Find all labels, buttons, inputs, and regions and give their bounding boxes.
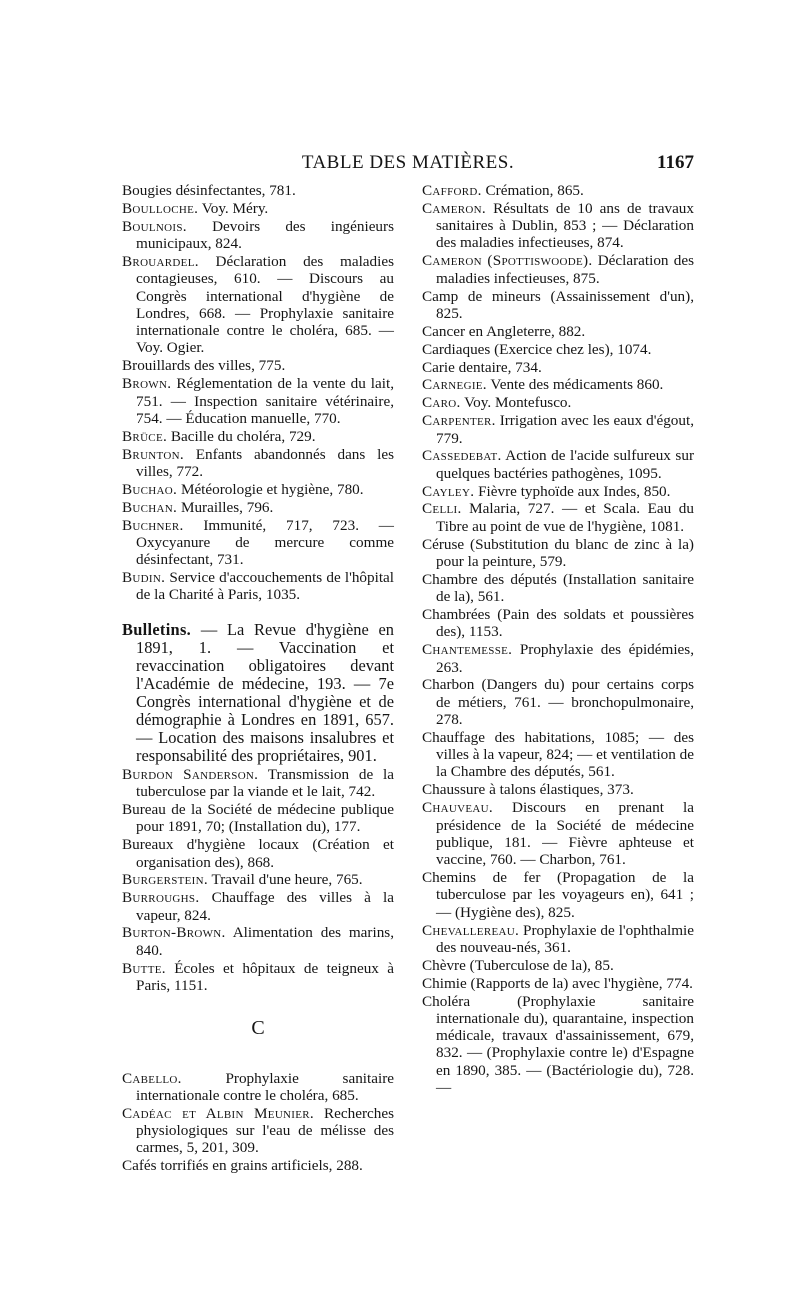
entry-text: Bougies désinfectantes, 781. xyxy=(122,182,296,199)
index-entry xyxy=(122,1105,394,1157)
index-entry xyxy=(122,801,394,836)
entry-text: Service d'accouchements de l'hôpital de la Charité à Paris, 1035. xyxy=(136,569,394,604)
entry-text: Immunité, 717, 723. — Oxycyanure de mercure comme désinfectant, 731. xyxy=(136,516,394,569)
entry-heading: Chauveau. xyxy=(422,799,494,817)
index-entry xyxy=(122,1157,394,1174)
index-entry xyxy=(422,483,694,500)
entry-text: Camp de mineurs (Assainissement d'un), 825. xyxy=(422,287,694,322)
index-entry xyxy=(422,412,694,447)
running-title: TABLE DES MATIÈRES. xyxy=(301,152,515,173)
entry-heading: Bulletins. xyxy=(122,620,192,640)
entry-heading: Cayley. xyxy=(422,482,475,500)
entry-heading: Carnegie. xyxy=(422,376,487,394)
index-column-left xyxy=(122,182,394,1175)
index-entry xyxy=(122,569,394,604)
entry-heading: Boulnois. xyxy=(122,217,187,235)
index-entry xyxy=(422,975,694,992)
index-entry xyxy=(122,889,394,924)
index-entry xyxy=(422,606,694,641)
entry-text: Discours en prenant la présidence de la Société de médecine publique, 181. — Fièvre aphteuse et vaccine, 760. — Charbon, 761. xyxy=(436,799,694,869)
entry-heading: Burton-Brown. xyxy=(122,924,226,942)
entry-heading: Cabello. xyxy=(122,1069,182,1087)
index-entry xyxy=(422,536,694,571)
entry-group-b2 xyxy=(122,621,394,994)
index-entry xyxy=(422,323,694,340)
index-entry xyxy=(122,871,394,888)
entry-text: — La Revue d'hygiène en 1891, 1. — Vaccination et revaccination obligatoires devant l'Académie de médecine, 193. — 7e Congrès international d'hygiène et de démographie à Londres en 1891, 657. — Location des maisons insalubres et responsabilité des propriétaires, 901. xyxy=(136,620,394,766)
index-entry xyxy=(422,200,694,252)
index-entry xyxy=(422,676,694,728)
entry-text: Réglementation de la vente du lait, 751. — Inspection sanitaire vétérinaire, 754. — Éducation manuelle, 770. xyxy=(136,375,394,427)
index-entry xyxy=(422,922,694,957)
entry-text: Chemins de fer (Propagation de la tuberculose par les voyageurs en), 641 ; — (Hygiène des), 825. xyxy=(422,869,694,921)
entry-text: Céruse (Substitution du blanc de zinc à la) pour la peinture, 579. xyxy=(422,535,694,570)
index-entry xyxy=(122,481,394,498)
entry-text: Prophylaxie des épidémies, 263. xyxy=(436,641,694,676)
index-entry xyxy=(122,1070,394,1105)
entry-text: Irrigation avec les eaux d'égout, 779. xyxy=(436,412,694,447)
entry-text: Choléra (Prophylaxie sanitaire internationale du), quarantaine, inspection médicale, travaux d'assainissement, 679, 832. — (Prophylaxie contre le) d'Espagne en 1890, 385. — (Bactériologie du), 728. — xyxy=(422,992,694,1096)
index-entry xyxy=(422,799,694,868)
entry-text: Voy. Méry. xyxy=(198,199,269,217)
index-entry xyxy=(122,621,394,765)
entry-text: Cancer en Angleterre, 882. xyxy=(422,322,586,340)
entry-heading: Cadéac et Albin Meunier. xyxy=(122,1104,315,1122)
index-entry xyxy=(422,781,694,798)
entry-heading: Brouardel. xyxy=(122,252,199,270)
index-entry xyxy=(422,500,694,535)
group-spacer xyxy=(122,604,394,621)
entry-text: Charbon (Dangers du) pour certains corps de métiers, 761. — bronchopulmonaire, 278. xyxy=(422,676,694,728)
entry-text: Alimentation des marins, 840. xyxy=(136,924,394,959)
entry-text: Écoles et hôpitaux de teigneux à Paris, 1151. xyxy=(136,959,394,994)
index-entry xyxy=(122,428,394,445)
entry-text: Bureau de la Société de médecine publique pour 1891, 70; (Installation du), 177. xyxy=(122,801,394,836)
entry-heading: Butte. xyxy=(122,959,166,977)
entry-heading: Carpenter. xyxy=(422,412,496,430)
entry-text: Action de l'acide sulfureux sur quelques bactéries pathogènes, 1095. xyxy=(436,447,694,482)
index-entry xyxy=(422,252,694,287)
entry-group-b1 xyxy=(122,182,394,604)
entry-text: Crémation, 865. xyxy=(481,182,584,199)
index-entry xyxy=(422,869,694,921)
index-entry xyxy=(122,517,394,569)
entry-heading: Cassedebat. xyxy=(422,447,502,465)
entry-text: Déclaration des maladies contagieuses, 610. — Discours au Congrès international d'hygiène de Londres, 668. — Prophylaxie sanitaire internationale contre le choléra, 685. — Voy. Ogier. xyxy=(136,252,394,357)
entry-heading: Boulloche. xyxy=(122,199,199,217)
index-entry xyxy=(422,729,694,781)
entry-text: Chimie (Rapports de la) avec l'hygiène, 774. xyxy=(422,974,693,992)
entry-heading: Caro. xyxy=(422,394,461,412)
entry-heading: Burdon Sanderson. xyxy=(122,765,259,783)
entry-heading: Burroughs. xyxy=(122,889,200,907)
entry-text: Vente des médicaments 860. xyxy=(486,376,664,394)
index-entry xyxy=(122,218,394,253)
page-number: 1167 xyxy=(657,152,694,173)
index-entry xyxy=(122,960,394,995)
entry-heading: Chantemesse. xyxy=(422,641,513,659)
entry-text: Prophylaxie de l'ophthalmie des nouveau-nés, 361. xyxy=(436,921,694,956)
index-entry xyxy=(422,641,694,676)
entry-text: Voy. Montefusco. xyxy=(460,394,572,412)
index-entry xyxy=(122,924,394,959)
index-entry xyxy=(122,766,394,801)
section-letter: C xyxy=(251,1017,265,1040)
page-header xyxy=(122,152,694,180)
entry-heading: Brüce. xyxy=(122,427,168,445)
entry-heading: Brown. xyxy=(122,375,172,393)
entry-heading: Buchao. xyxy=(122,480,178,498)
entry-heading: Cameron. xyxy=(422,199,486,217)
entry-text: Résultats de 10 ans de travaux sanitaires à Dublin, 853 ; — Déclaration des maladies infectieuses, 874. xyxy=(436,199,694,252)
entry-text: Déclaration des maladies infectieuses, 875. xyxy=(436,252,694,287)
entry-text: Chambre des députés (Installation sanitaire de la), 561. xyxy=(422,570,694,606)
entry-text: Prophylaxie sanitaire internationale contre le choléra, 685. xyxy=(136,1069,394,1104)
entry-group-c xyxy=(122,1070,394,1175)
entry-heading: Brunton. xyxy=(122,445,184,463)
entry-text: Chambrées (Pain des soldats et poussières des), 1153. xyxy=(422,606,694,641)
entry-text: Fièvre typhoïde aux Indes, 850. xyxy=(474,482,671,500)
entry-text: Malaria, 727. — et Scala. Eau du Tibre au point de vue de l'hygiène, 1081. xyxy=(436,500,694,535)
entry-heading: Buchner. xyxy=(122,516,184,534)
entry-heading: Cafford. xyxy=(422,182,482,199)
index-column-right xyxy=(422,182,694,1097)
index-entry xyxy=(122,182,394,199)
index-entry xyxy=(422,571,694,606)
index-entry xyxy=(122,375,394,427)
entry-text: Bureaux d'hygiène locaux (Création et organisation des), 868. xyxy=(122,836,394,871)
entry-text: Bacille du choléra, 729. xyxy=(167,427,316,445)
entry-heading: Chevallereau. xyxy=(422,921,520,939)
entry-text: Brouillards des villes, 775. xyxy=(122,357,286,375)
index-entry xyxy=(122,253,394,357)
entry-text: Chauffage des villes à la vapeur, 824. xyxy=(136,889,394,924)
entry-heading: Budin. xyxy=(122,569,166,587)
entry-text: Travail d'une heure, 765. xyxy=(207,871,363,889)
entry-heading: Burgerstein. xyxy=(122,871,208,889)
index-entry xyxy=(122,836,394,871)
entry-heading: Buchan. xyxy=(122,498,178,516)
index-entry xyxy=(422,993,694,1097)
index-entry xyxy=(122,200,394,217)
index-entry xyxy=(422,394,694,411)
entry-text: Cardiaques (Exercice chez les), 1074. xyxy=(422,340,652,358)
index-entry xyxy=(122,446,394,481)
entry-text: Chaussure à talons élastiques, 373. xyxy=(422,781,634,799)
entry-heading: Cameron (Spottiswoode). xyxy=(422,252,593,270)
index-entry xyxy=(422,376,694,393)
index-entry xyxy=(422,447,694,482)
entry-text: Chèvre (Tuberculose de la), 85. xyxy=(422,956,614,974)
index-entry xyxy=(422,182,694,199)
index-entry xyxy=(122,499,394,516)
index-entry xyxy=(422,957,694,974)
entry-text: Murailles, 796. xyxy=(177,498,274,516)
entry-text: Transmission de la tuberculose par la viande et le lait, 742. xyxy=(136,765,394,801)
entry-text: Recherches physiologiques sur l'eau de mélisse des carmes, 5, 201, 309. xyxy=(136,1104,395,1157)
entry-text: Cafés torrifiés en grains artificiels, 288. xyxy=(122,1157,363,1175)
entry-group-c-continued xyxy=(422,182,694,1096)
index-entry xyxy=(422,341,694,358)
entry-text: Carie dentaire, 734. xyxy=(422,358,542,376)
entry-heading: Celli. xyxy=(422,500,462,518)
entry-text: Devoirs des ingénieurs municipaux, 824. xyxy=(136,217,394,253)
index-entry xyxy=(422,288,694,323)
entry-text: Chauffage des habitations, 1085; — des villes à la vapeur, 824; — et ventilation de la Chambre des députés, 561. xyxy=(422,728,694,781)
index-entry xyxy=(122,357,394,374)
entry-text: Météorologie et hygiène, 780. xyxy=(177,480,364,498)
entry-text: Enfants abandonnés dans les villes, 772. xyxy=(136,445,394,480)
index-entry xyxy=(422,359,694,376)
